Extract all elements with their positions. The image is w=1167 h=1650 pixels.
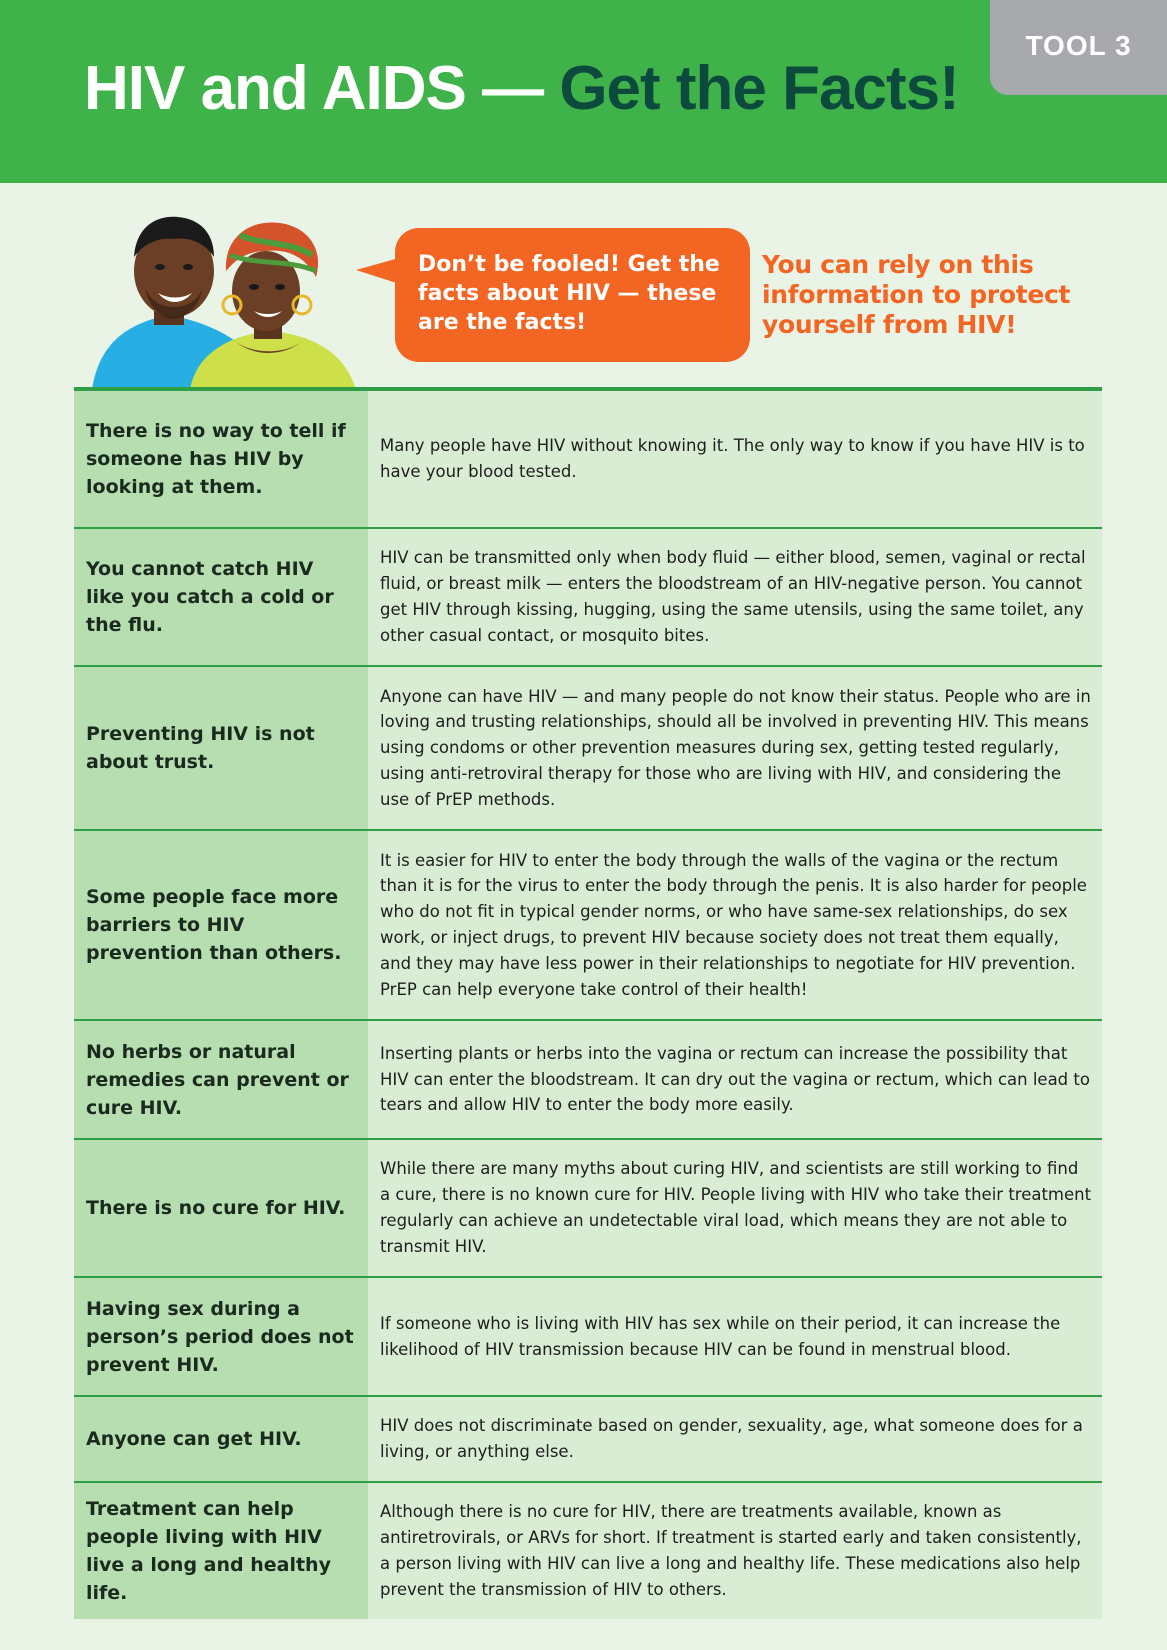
- facts-table: [74, 387, 1102, 1619]
- speech-bubble-text: Don’t be fooled! Get the facts about HIV — these are the facts!: [418, 252, 720, 335]
- fact-claim: No herbs or natural remedies can prevent or cure HIV.: [74, 1021, 368, 1138]
- fact-claim: Having sex during a person’s period does not prevent HIV.: [74, 1278, 368, 1395]
- rely-statement: [762, 250, 1092, 340]
- fact-row: [74, 1483, 1102, 1619]
- fact-row: [74, 1278, 1102, 1397]
- man-and-woman-illustration: [90, 215, 380, 390]
- fact-row: [74, 667, 1102, 831]
- fact-detail: HIV does not discriminate based on gender, sexuality, age, what someone does for a living, or anything else.: [368, 1397, 1102, 1481]
- fact-detail: Anyone can have HIV — and many people do not know their status. People who are in loving and trusting relationships, should all be involved in preventing HIV. This means using condoms or other prevention measures during sex, getting tested regularly, using anti-retroviral therapy for those who are living with HIV, and considering the use of PrEP methods.: [368, 667, 1102, 829]
- tool-tab: [990, 0, 1167, 95]
- fact-row: [74, 391, 1102, 529]
- fact-row: [74, 1140, 1102, 1278]
- rely-text: You can rely on this information to protect yourself from HIV!: [762, 250, 1071, 339]
- title-part-green: Get the Facts!: [559, 54, 959, 123]
- fact-detail: While there are many myths about curing HIV, and scientists are still working to find a cure, there is no known cure for HIV. People living with HIV who take their treatment regularly can achieve an undetectable viral load, which means they are not able to transmit HIV.: [368, 1140, 1102, 1276]
- fact-claim: You cannot catch HIV like you catch a cold or the flu.: [74, 529, 368, 665]
- fact-claim: Treatment can help people living with HIV live a long and healthy life.: [74, 1483, 368, 1619]
- fact-detail: HIV can be transmitted only when body fluid — either blood, semen, vaginal or rectal fluid, or breast milk — enters the bloodstream of an HIV-negative person. You cannot get HIV through kissing, hugging, using the same utensils, using the same toilet, any other casual contact, or mosquito bites.: [368, 529, 1102, 665]
- fact-claim: There is no way to tell if someone has HIV by looking at them.: [74, 391, 368, 527]
- fact-row: [74, 529, 1102, 667]
- header-banner: [0, 0, 1167, 183]
- fact-claim: Preventing HIV is not about trust.: [74, 667, 368, 829]
- fact-claim: Anyone can get HIV.: [74, 1397, 368, 1481]
- fact-claim: There is no cure for HIV.: [74, 1140, 368, 1276]
- fact-detail: If someone who is living with HIV has sex while on their period, it can increase the likelihood of HIV transmission because HIV can be found in menstrual blood.: [368, 1278, 1102, 1395]
- fact-detail: Although there is no cure for HIV, there are treatments available, known as antiretrovirals, or ARVs for short. If treatment is started early and taken consistently, a person living with HIV can live a long and healthy life. These medications also help prevent the transmission of HIV to others.: [368, 1483, 1102, 1619]
- tool-label: TOOL 3: [1025, 29, 1132, 61]
- fact-row: [74, 1397, 1102, 1483]
- page-title: [84, 54, 959, 123]
- title-part-white: HIV and AIDS —: [84, 54, 544, 123]
- fact-row: [74, 831, 1102, 1021]
- speech-bubble: [395, 228, 750, 362]
- fact-claim: Some people face more barriers to HIV prevention than others.: [74, 831, 368, 1019]
- fact-detail: Many people have HIV without knowing it. The only way to know if you have HIV is to have your blood tested.: [368, 391, 1102, 527]
- fact-detail: It is easier for HIV to enter the body through the walls of the vagina or the rectum than it is for the virus to enter the body through the penis. It is also harder for people who do not fit in typical gender norms, or who have same-sex relationships, do sex work, or inject drugs, to prevent HIV because society does not treat them equally, and they may have less power in their relationships to negotiate for HIV prevention. PrEP can help everyone take control of their health!: [368, 831, 1102, 1019]
- fact-detail: Inserting plants or herbs into the vagina or rectum can increase the possibility that HIV can enter the bloodstream. It can dry out the vagina or rectum, which can lead to tears and allow HIV to enter the body more easily.: [368, 1021, 1102, 1138]
- fact-row: [74, 1021, 1102, 1140]
